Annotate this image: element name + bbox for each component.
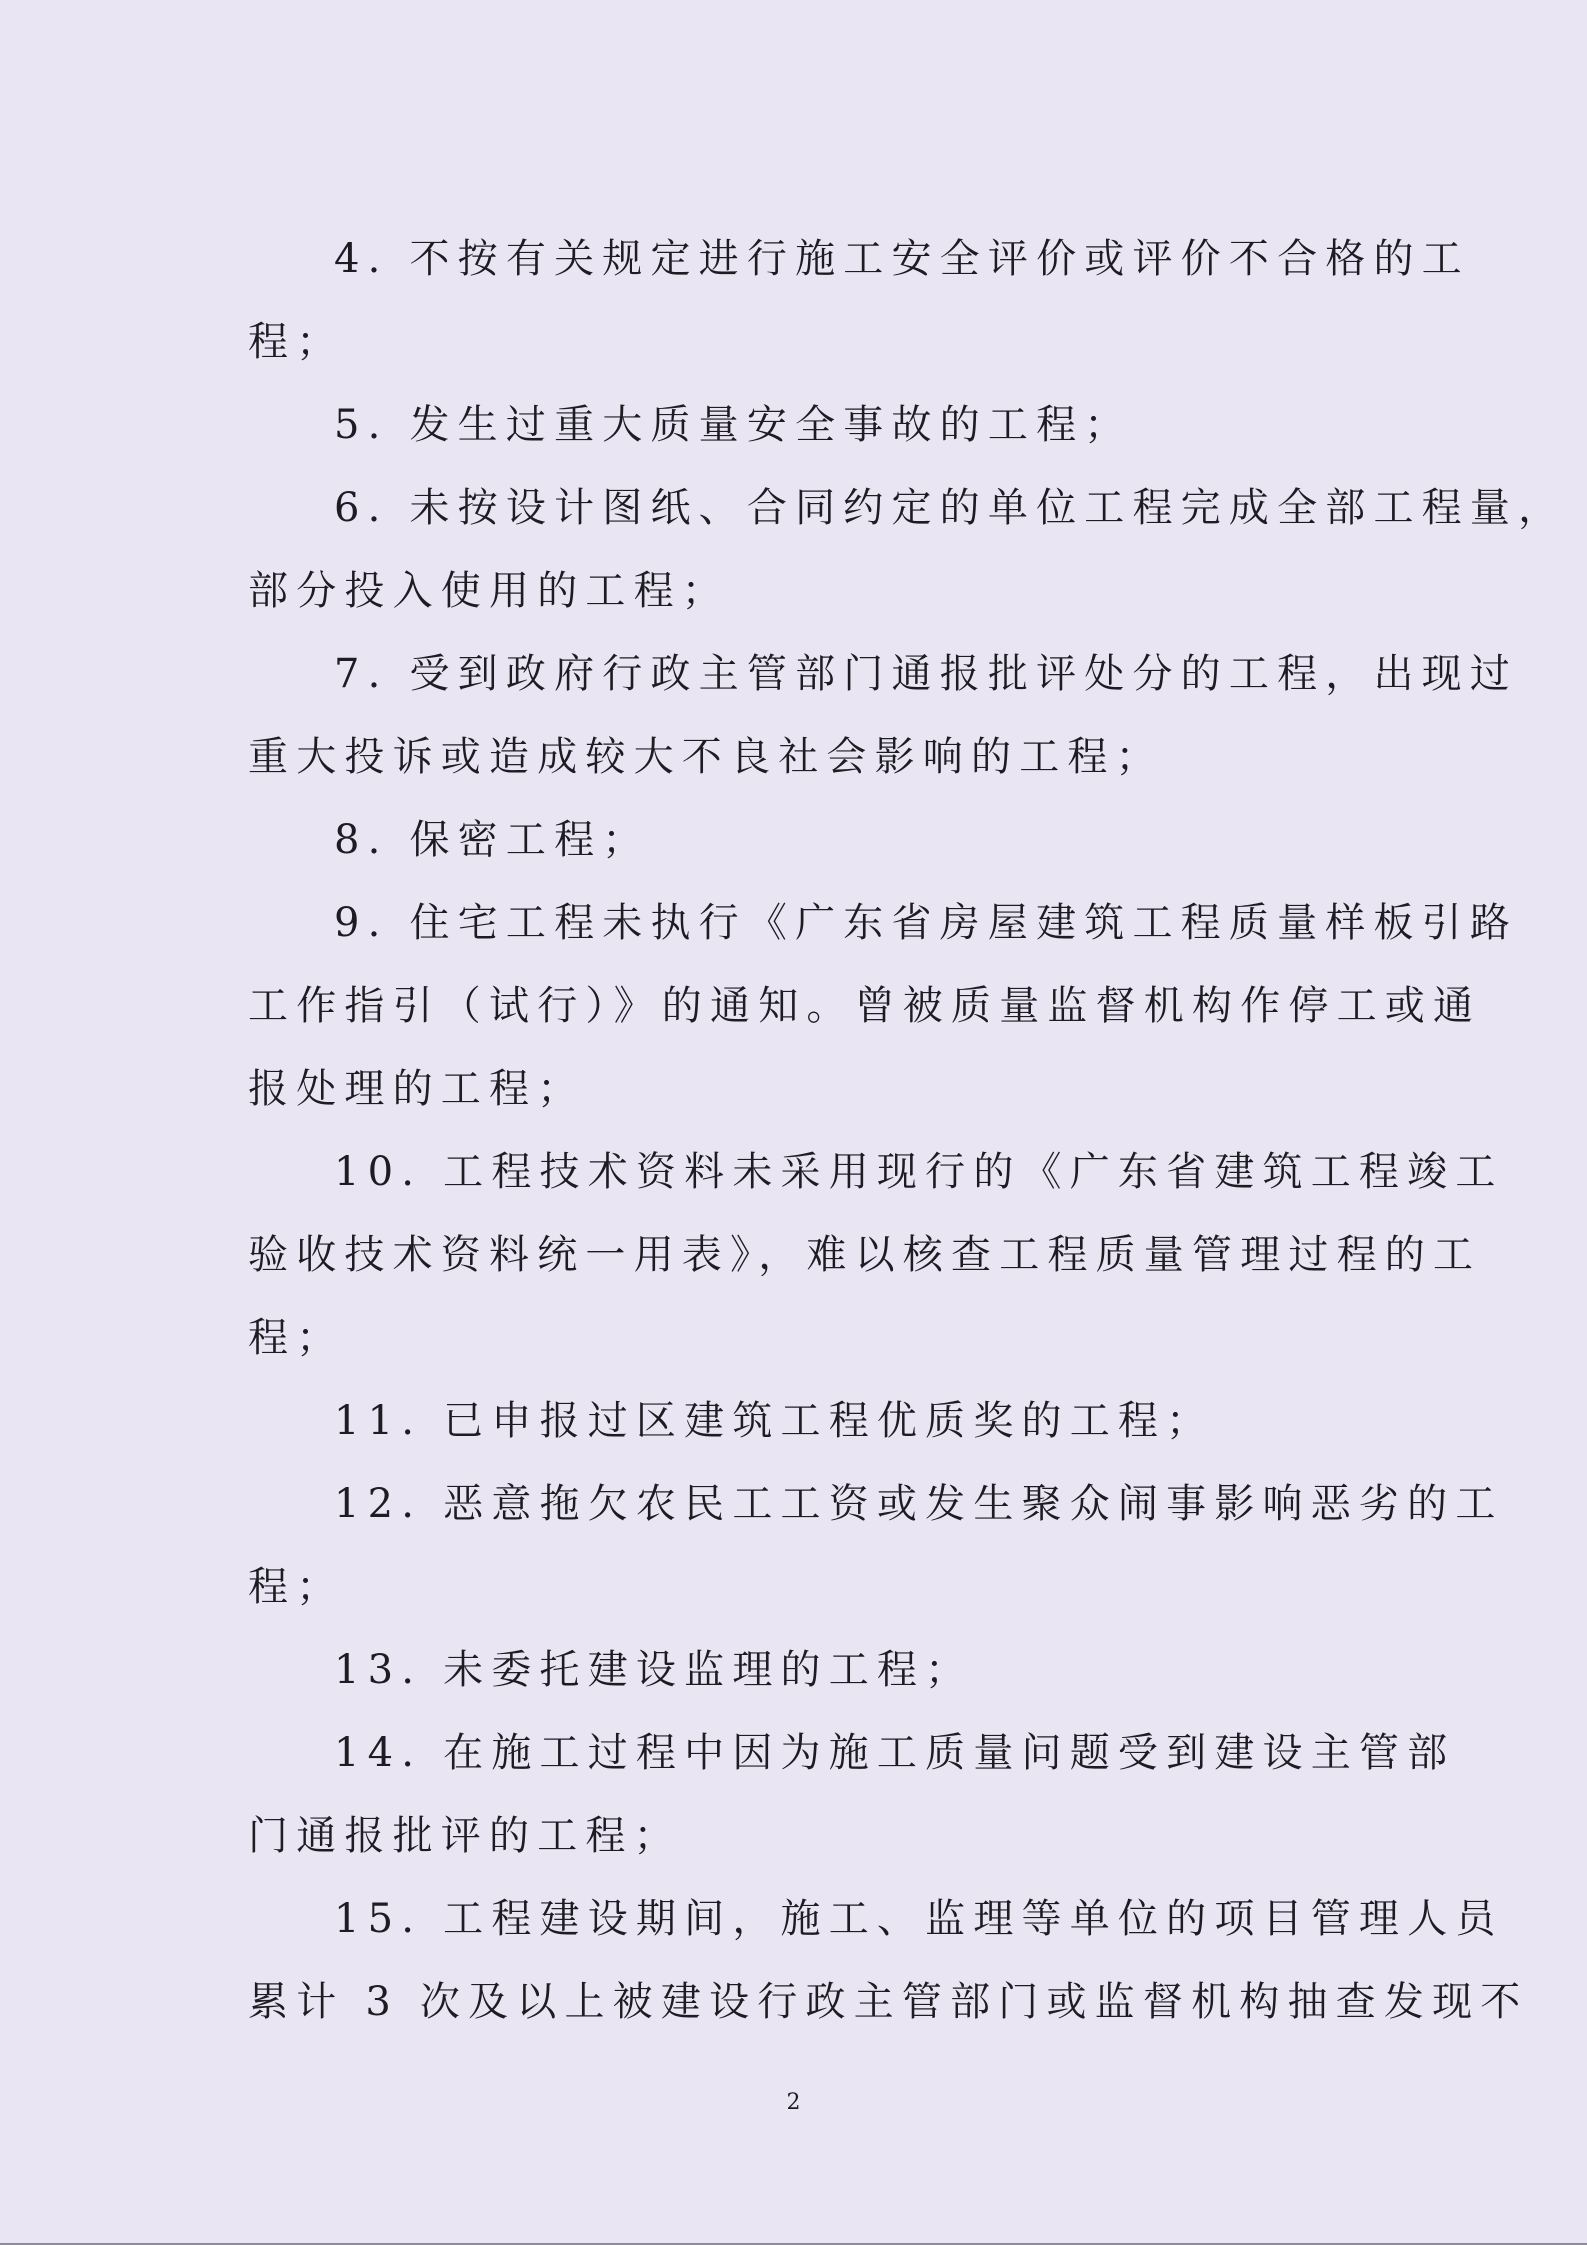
- text-line: 程；: [248, 1564, 345, 1610]
- list-item: [248, 1629, 1372, 1712]
- list-item: [248, 384, 1372, 467]
- list-item: [248, 1380, 1372, 1463]
- text-line: 程；: [248, 1315, 345, 1361]
- text-line: 5. 发生过重大质量安全事故的工程；: [334, 402, 1133, 448]
- list-item: [248, 633, 1519, 799]
- body-text: [248, 218, 1567, 2044]
- text-line: 10. 工程技术资料未采用现行的《广东省建筑工程竣工: [334, 1149, 1504, 1195]
- text-line: 部分投入使用的工程；: [248, 568, 730, 614]
- text-line: 7. 受到政府行政主管部门通报批评处分的工程，出现过: [334, 651, 1519, 697]
- text-line: 9. 住宅工程未执行《广东省房屋建筑工程质量样板引路: [334, 900, 1519, 946]
- list-item: [248, 1131, 1504, 1380]
- list-item: [248, 882, 1519, 1131]
- text-line: 4. 不按有关规定进行施工安全评价或评价不合格的工: [334, 236, 1470, 282]
- list-item: [248, 1463, 1504, 1629]
- page-number: 2: [786, 2090, 801, 2115]
- text-line: 15. 工程建设期间，施工、监理等单位的项目管理人员: [334, 1896, 1504, 1942]
- text-line: 13. 未委托建设监理的工程；: [334, 1647, 974, 1693]
- text-line: 6. 未按设计图纸、合同约定的单位工程完成全部工程量，: [334, 485, 1567, 531]
- text-line: 12. 恶意拖欠农民工工资或发生聚众闹事影响恶劣的工: [334, 1481, 1504, 1527]
- text-line: 11. 已申报过区建筑工程优质奖的工程；: [334, 1398, 1215, 1444]
- list-item: [248, 1712, 1456, 1878]
- text-line: 验收技术资料统一用表》，难以核查工程质量管理过程的工: [248, 1232, 1482, 1278]
- list-item: [248, 799, 1372, 882]
- text-line: 报处理的工程；: [248, 1066, 586, 1112]
- text-line: 门通报批评的工程；: [248, 1813, 682, 1859]
- text-line: 重大投诉或造成较大不良社会影响的工程；: [248, 734, 1164, 780]
- text-line: 程；: [248, 319, 345, 365]
- text-line: 8. 保密工程；: [334, 817, 651, 863]
- list-item: [248, 1878, 1529, 2044]
- text-line: 累计 3 次及以上被建设行政主管部门或监督机构抽查发现不: [248, 1979, 1529, 2025]
- list-item: [248, 467, 1567, 633]
- text-line: 工作指引（试行）》的通知。曾被质量监督机构作停工或通: [248, 983, 1482, 1029]
- list-item: [248, 218, 1470, 384]
- text-line: 14. 在施工过程中因为施工质量问题受到建设主管部: [334, 1730, 1456, 1776]
